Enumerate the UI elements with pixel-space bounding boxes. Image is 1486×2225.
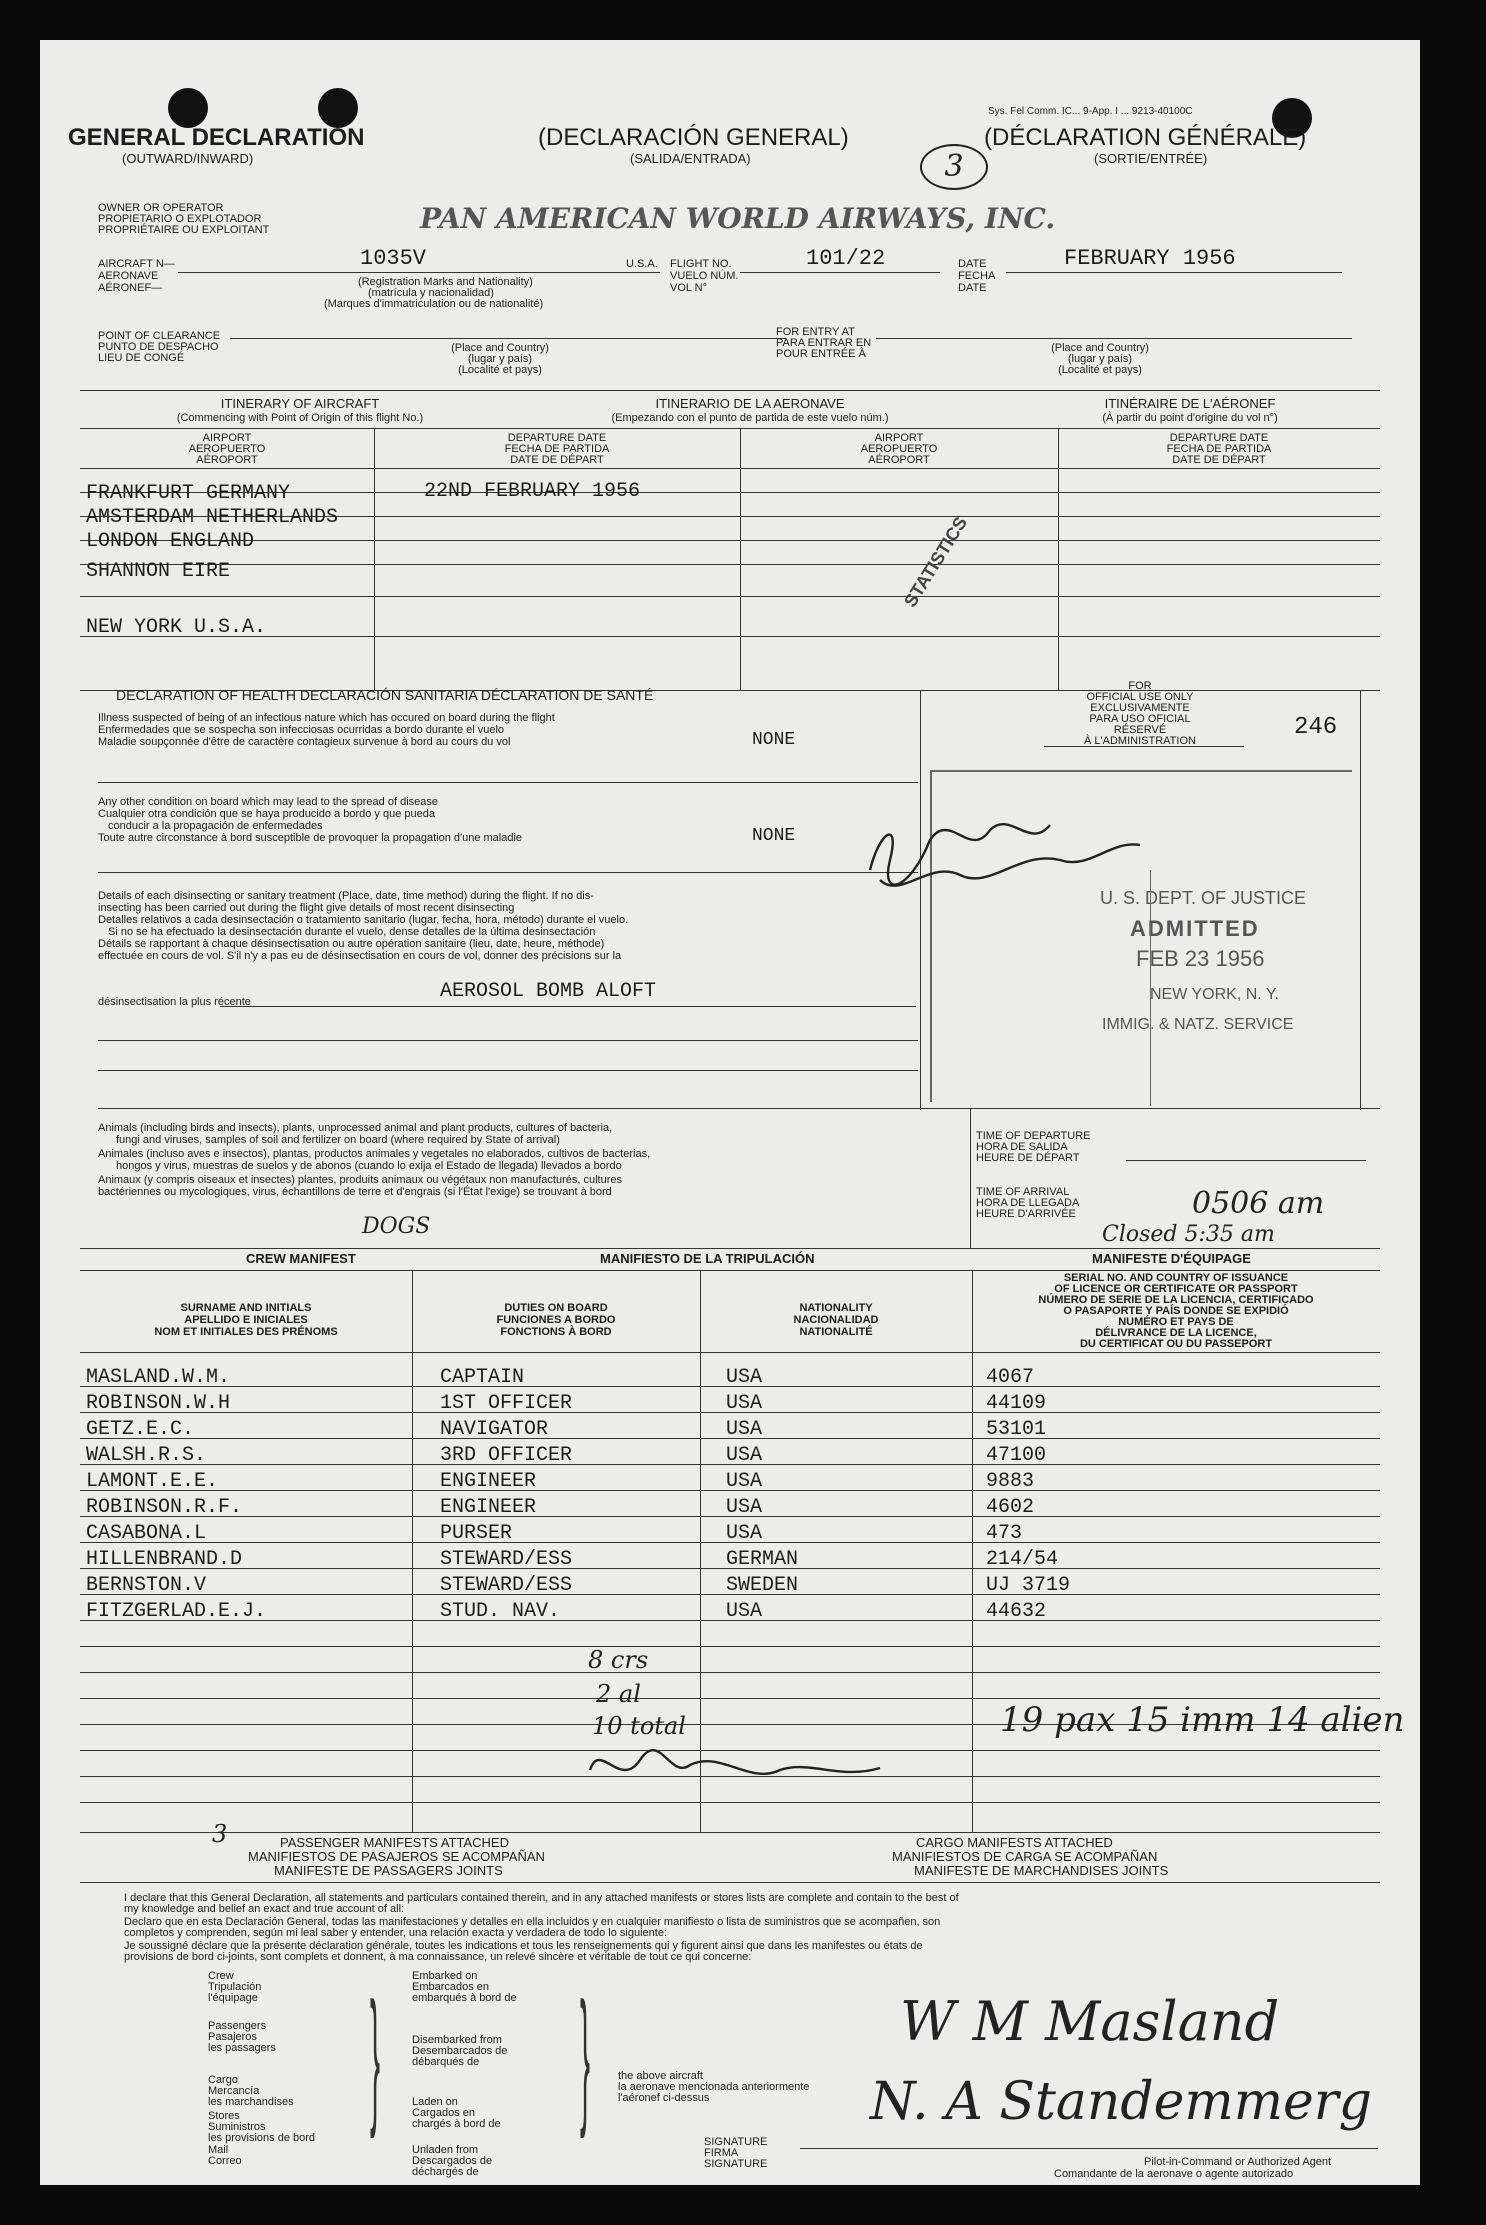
- official-label-5: RÉSERVÉ: [1113, 724, 1167, 736]
- disinsect-text-6: effectuée en cours de vol. S'il n'y a pas eu de désinsectisation en cours de vol, donner des précisions sur la: [98, 950, 622, 962]
- cargo-attached-1: CARGO MANIFESTS ATTACHED: [916, 1835, 1113, 1850]
- title-es: (DECLARACIÓN GENERAL): [538, 124, 849, 151]
- illness-text-1: Illness suspected of being of an infectious nature which has occured on board during the flight: [98, 712, 555, 724]
- agent-signature: N. A Standemmerg: [870, 2072, 1372, 2132]
- operator-label-2: PROPIETARIO O EXPLOTADOR: [98, 213, 262, 225]
- aircraft-ref-3: l'aéronef ci-dessus: [618, 2092, 710, 2104]
- animals-text-4: hongos y virus, muestras de suelos y de abonos (cuando lo exija el Estado de llegada) llevados a bordo: [116, 1160, 622, 1172]
- animals-text-1: Animals (including birds and insects), plants, unprocessed animal and plant products, cultures of bacteria,: [98, 1122, 613, 1134]
- crew-duty: ENGINEER: [440, 1470, 537, 1493]
- cat-pax-2: Pasajeros: [208, 2031, 257, 2043]
- flight-number: 101/22: [806, 246, 886, 271]
- crew-col-nat-3: NATIONALITÉ: [799, 1326, 873, 1338]
- closed-note: Closed 5:35 am: [1102, 1222, 1275, 1247]
- animals-value: DOGS: [362, 1214, 431, 1239]
- crew-lic: 44109: [986, 1392, 1047, 1415]
- disinsect-value: AEROSOL BOMB ALOFT: [440, 980, 657, 1003]
- stamp-line-5: IMMIG. & NATZ. SERVICE: [1102, 1016, 1294, 1033]
- crew-lic: 44632: [986, 1600, 1047, 1623]
- crew-lic: 53101: [986, 1418, 1047, 1441]
- cat-disembarked-2: Desembarcados de: [412, 2045, 508, 2057]
- clearance-note-2: (lugar y país): [467, 353, 533, 365]
- declaration-form: Sys. Fel Comm. IC... 9-App. I ... 9213-40100C GENERAL DECLARATION (OUTWARD/INWARD) (DECLARACIÓN GENERAL) (SALIDA/ENTRADA) (DÉCLARATION GÉNÉRALE) (SORTIE/ENTRÉE) 3 OWNER OR OPERATOR PROPIETARIO O EXPLOTADOR PROPRIÉTAIRE OU EXPLOITANT PAN AMERICAN WORLD AIRWAYS, INC. AIRCRAFT N— AERONAVE AÉRONEF— 1035V U.S.A. (Registration Marks and Nationality) (matrícula y nacionalidad) (Marques d'immatriculation ou de nationalité) FLIGHT NO. VUELO NÚM. VOL N° 101/22 DATE FECHA DATE FEBRUARY 1956 POINT OF CLEARANCE PUNTO DE DESPACHO LIEU DE CONGÉ (Place and Country) (lugar y país) (Localité et pays) FOR ENTRY AT PARA ENTRAR EN POUR ENTRÉE À (Place and Country) (lugar y país) (Localité et pays) ITINERARY OF AIRCRAFT (Commencing with Point of Origin of this flight No.) ITINERARIO DE LA AERONAVE (Empezando con el punto de partida de este vuelo núm.) ITINÉRAIRE DE L'AÉRONEF (À partir du point d'origine du vol n°) AIRPORT AEROPUERTO AÉROPORT DEPARTURE DATE FECHA DE PARTIDA DATE DE DÉPART AIRPORT AEROPUERTO AÉROPORT DEPARTURE DATE FECHA DE PARTIDA DATE DE DÉPART FRANKFURT GERMANY 22ND FEBRUARY 1956 AMSTERDAM NETHERLANDS LONDON ENGLAND SHANNON EIRE NEW YORK U.S.A. STATISTICS DECLARATION OF HEALTH DECLARACIÓN SANITARIA DÉCLARATION DE SANTÉ Illness suspected of being of an infectious nature which has occured on board during the flight Enfermedades que se sospecha son infecciosas ocurridas a bordo durante el vuelo Maladie soupçonnée d'être de caractère contagieux survenue à bord au cours du vol NONE Any other condition on board which may lead to the spread of disease Cualquier otra condición que se haya producido a bordo y que pueda conducir a la propagación de enfermedades Toute autre circonstance à bord susceptible de provoquer la propagation d'une maladie NONE Details of each disinsecting or sanitary treatment (Place, date, time method) during the flight. If no dis- insecting has been carried out during the flight give details of most recent disinsecting Detalles relativos a cada desinsectación o tratamiento sanitario (lugar, fecha, hora, método) durante el vuelo. Si no se ha efectuado la desinsectación durante el vuelo, dense detalles de la última desinsectación Détails se rapportant à chaque désinsectisation ou autre opération sanitaire (lieu, date, heure, méthode) effectuée en cours de vol. S'il n'y a pas eu de désinsectisation en cours de vol, donner des précisions sur la désinsectisation la plus récente AEROSOL BOMB ALOFT FOR OFFICIAL USE ONLY EXCLUSIVAMENTE PARA USO OFICIAL RÉSERVÉ À L'ADMINISTRATION 246 U. S. DEPT. OF JUSTICE ADMITTED FEB 23 1956 NEW YORK, N. Y. IMMIG. & NATZ. SERVICE Animals (including birds and insects), plants, unprocessed animal and plant products, cultures of bacteria, fungi and viruses, samples of soil and fertilizer on board (where required by State of arrival) Animales (incluso aves e insectos), plantas, productos animales y vegetales no elaborados, cultivos de bacterias, hongos y virus, muestras de suelos y de abonos (cuando lo exija el Estado de llegada) llevados a bordo Animaux (y compris oiseaux et insectes) plantes, produits animaux ou végétaux non manufacturés, cultures bactériennes ou mycologiques, virus, échantillons de terre et d'engrais (si l'État l'exige) se trouvant à bord DOGS TIME OF DEPARTURE HORA DE SALIDA HEURE DE DÉPART TIME OF ARRIVAL HORA DE LLEGADA HEURE D'ARRIVÉE 0506 am Closed 5:35 am CREW MANIFEST MANIFIESTO DE LA TRIPULACIÓN MANIFESTE D'ÉQUIPAGE SURNAME AND INITIALS APELLIDO E INICIALES NOM ET INITIALES DES PRÉNOMS DUTIES ON BOARD FUNCIONES A BORDO FONCTIONS À BORD NATIONALITY NACIONALIDAD NATIONALITÉ SERIAL NO. AND COUNTRY OF ISSUANCE OF LICENCE OR CERTIFICATE OR PASSPORT NÚMERO DE SERIE DE LA LICENCIA, CERTIFICADO O PASAPORTE Y PAÍS DONDE SE EXPIDIÓ NUMÉRO ET PAYS DE DÉLIVRANCE DE LA LICENCE, DU CERTIFICAT OU DU PASSEPORT MASLAND.W.M. CAPTAIN USA 4067 ROBINSON.W.H 1ST OFFICER USA 44109 GETZ.E.C. NAVIGATOR USA 53101 WALSH.R.S. 3RD OFFICER USA 47100 LAMONT.E.E. ENGINEER USA 9883 ROBINSON.R.F. ENGINEER USA 4602 CASABONA.L PURSER USA 473 HILLENBRAND.D STEWARD/ESS GERMAN 214/54 BERNSTON.V STEWARD/ESS SWEDEN UJ 3719 FITZGERLAD.E.J. STUD. NAV. USA 44632 8 crs 2 al 10 total 19 pax 15 imm 14 alien 3 PASSENGER MANIFESTS ATTACHED MANIFIESTOS DE PASAJEROS SE ACOMPAÑAN MANIFESTE DE PASSAGERS JOINTS CARGO MANIFESTS ATTACHED MANIFIESTOS DE CARGA SE ACOMPAÑAN MANIFESTE DE MARCHANDISES JOINTS I declare that this General Declaration, all statements and particulars contained therein, and in any attached manifests or stores lists are complete and contain to the best of my knowledge and belief an exact and true account of all: Declaro que en esta Declaración General, todas las manifestaciones y detalles en ella incluidos y en cualquier manifiesto o lista de suministros que se acompañen, son completos y comprenden, según mi leal saber y entender, una relación exacta y verdadera de todo lo siguiente: Je soussigné déclare que la présente déclaration générale, toutes les indications et tous les renseignements qui y figurent ainsi que dans les manifestes ou états de provisions de bord ci-joints, sont complets et donnent, à ma connaissance, un relevé sincère et véritable de tout ce qui concerne: Crew Tripulación l'équipage Passengers Pasajeros les passagers Cargo Mercancía les marchandises Stores Suministros les provisions de bord Mail Correo } Embarked on Embarcados en embarqués à bord de Disembarked from Desembarcados de débarqués de Laden on Cargados en chargés à bord de Unladen from Descargados de déchargés de } the above aircraft la aeronave mencionada anteriormente l'aéronef ci-dessus W M Masland N. A Standemmerg SIGNATURE FIRMA SIGNATURE Pilot-in-Command or Authorized Agent Comandante de la aeronave o agente autorizado: [40, 40, 1420, 2185]
- itin-col-airport-2: AEROPUERTO: [188, 443, 266, 455]
- disinsect-text-1: Details of each disinsecting or sanitary treatment (Place, date, time method) during the flight. If no dis-: [98, 890, 594, 902]
- other-text-2: Cualquier otra condición que se haya producido a bordo y que pueda: [98, 808, 435, 820]
- clearance-note-3: (Localité et pays): [458, 364, 542, 376]
- cat-disembarked-3: débarqués de: [412, 2056, 480, 2068]
- crew-duty: STUD. NAV.: [440, 1600, 561, 1623]
- cargo-attached-2: MANIFIESTOS DE CARGA SE ACOMPAÑAN: [892, 1849, 1158, 1864]
- crew-lic: 47100: [986, 1444, 1047, 1467]
- official-label-3: EXCLUSIVAMENTE: [1090, 702, 1190, 714]
- disinsect-text-5: Détails se rapportant à chaque désinsectisation ou autre opération sanitaire (lieu, date, heure, méthode): [98, 938, 605, 950]
- cat-pax-3: les passagers: [208, 2042, 276, 2054]
- pax-note: 19 pax 15 imm 14 alien: [1000, 1700, 1405, 1740]
- operator-label-3: PROPRIÉTAIRE OU EXPLOITANT: [98, 224, 270, 236]
- itin-h-en-2: (Commencing with Point of Origin of this flight No.): [176, 412, 424, 424]
- declaration-6: provisions de bord ci-joints, sont complets et donnent, à ma connaissance, un relevé sincère et véritable de tout ce qui concerne:: [124, 1951, 752, 1963]
- cargo-attached-3: MANIFESTE DE MARCHANDISES JOINTS: [914, 1863, 1169, 1878]
- crew-col-name-2: APELLIDO E INICIALES: [184, 1314, 308, 1326]
- passenger-attached-2: MANIFIESTOS DE PASAJEROS SE ACOMPAÑAN: [248, 1849, 545, 1864]
- itin-col-airport2-1: AIRPORT: [874, 432, 924, 444]
- title-en: GENERAL DECLARATION: [68, 124, 365, 151]
- crew-duty: ENGINEER: [440, 1496, 537, 1519]
- animals-text-5: Animaux (y compris oiseaux et insectes) plantes, produits animaux ou végétaux non manufacturés, cultures: [98, 1174, 622, 1186]
- hand-note-crew: 8 crs: [588, 1646, 649, 1674]
- crew-duty: STEWARD/ESS: [440, 1574, 573, 1597]
- passenger-attached-1: PASSENGER MANIFESTS ATTACHED: [280, 1835, 509, 1850]
- flight-label-3: VOL N°: [670, 282, 708, 294]
- aircraft-label-3: AÉRONEF—: [98, 282, 163, 294]
- crew-duty: NAVIGATOR: [440, 1418, 549, 1441]
- crew-col-nat-2: NACIONALIDAD: [793, 1314, 879, 1326]
- crew-col-duties-1: DUTIES ON BOARD: [504, 1302, 608, 1314]
- crew-duty: CAPTAIN: [440, 1366, 525, 1389]
- pilot-label-2: Comandante de la aeronave o agente autorizado: [1054, 2168, 1294, 2180]
- crew-title-en: CREW MANIFEST: [246, 1251, 356, 1266]
- official-label-2: OFFICIAL USE ONLY: [1086, 691, 1194, 703]
- aircraft-country: U.S.A.: [626, 258, 658, 270]
- crew-name: HILLENBRAND.D: [86, 1548, 243, 1571]
- entry-label-2: PARA ENTRAR EN: [776, 337, 872, 349]
- flight-label-2: VUELO NÚM.: [670, 270, 739, 282]
- hand-note-al: 2 al: [596, 1680, 641, 1708]
- itin-airport-2: AMSTERDAM NETHERLANDS: [86, 506, 339, 529]
- arrival-label-3: HEURE D'ARRIVÉE: [976, 1208, 1076, 1220]
- operator-label-1: OWNER OR OPERATOR: [98, 202, 224, 214]
- crew-duty: STEWARD/ESS: [440, 1548, 573, 1571]
- itin-col-airport-1: AIRPORT: [202, 432, 252, 444]
- crew-col-lic-2: OF LICENCE OR CERTIFICATE OR PASSPORT: [1054, 1283, 1298, 1295]
- captain-signature: W M Masland: [900, 1990, 1280, 2053]
- direction-es: (SALIDA/ENTRADA): [630, 151, 751, 166]
- crew-duty: 3RD OFFICER: [440, 1444, 573, 1467]
- aircraft-ref-2: la aeronave mencionada anteriormente: [618, 2081, 810, 2093]
- cat-mail-1: Mail: [208, 2144, 229, 2156]
- entry-note-3: (Localité et pays): [1058, 364, 1142, 376]
- cat-stores-2: Suministros: [208, 2121, 266, 2133]
- direction-en: (OUTWARD/INWARD): [122, 151, 254, 166]
- crew-name: ROBINSON.R.F.: [86, 1496, 243, 1519]
- itin-col-date-3: DATE DE DÉPART: [510, 454, 604, 466]
- signature-label-1: SIGNATURE: [704, 2136, 768, 2148]
- declaration-4: completos y comprenden, según mi leal saber y entender, una relación exacta y verdadera de todo lo siguiente:: [124, 1927, 667, 1939]
- itin-col-date2-2: FECHA DE PARTIDA: [1166, 443, 1272, 455]
- crew-duty: 1ST OFFICER: [440, 1392, 573, 1415]
- cat-cargo-3: les marchandises: [208, 2096, 294, 2108]
- cat-embarked-3: embarqués à bord de: [412, 1992, 517, 2004]
- crew-nat: USA: [726, 1418, 763, 1441]
- crew-name: CASABONA.L: [86, 1522, 207, 1545]
- itin-col-airport2-2: AEROPUERTO: [860, 443, 938, 455]
- crew-nat: USA: [726, 1392, 763, 1415]
- animals-text-6: bactériennes ou mycologiques, virus, échantillons de terre et d'engrais (si l'État l'exige) se trouvant à bord: [98, 1186, 612, 1198]
- cat-cargo-1: Cargo: [208, 2074, 238, 2086]
- other-value: NONE: [752, 826, 796, 846]
- reg-note-1: (Registration Marks and Nationality): [358, 276, 533, 288]
- clearance-label-2: PUNTO DE DESPACHO: [98, 341, 219, 353]
- crew-lic: 214/54: [986, 1548, 1059, 1571]
- pilot-label-1: Pilot-in-Command or Authorized Agent: [1144, 2156, 1332, 2168]
- cat-disembarked-1: Disembarked from: [412, 2034, 502, 2046]
- other-text-3: conducir a la propagación de enfermedades: [108, 820, 323, 832]
- itin-col-date2-3: DATE DE DÉPART: [1172, 454, 1266, 466]
- declaration-2: my knowledge and belief an exact and true account of all:: [124, 1903, 405, 1915]
- cat-crew-1: Crew: [208, 1970, 234, 1982]
- cat-mail-2: Correo: [208, 2155, 242, 2167]
- arrival-label-2: HORA DE LLEGADA: [976, 1197, 1080, 1209]
- crew-title-fr: MANIFESTE D'ÉQUIPAGE: [1092, 1251, 1251, 1266]
- animals-text-2: fungi and viruses, samples of soil and fertilizer on board (where required by State of arrival): [116, 1134, 560, 1146]
- disinsect-text-7: désinsectisation la plus récente: [98, 996, 251, 1008]
- crew-col-lic-6: DÉLIVRANCE DE LA LICENCE,: [1095, 1327, 1257, 1339]
- crew-nat: GERMAN: [726, 1548, 799, 1571]
- crew-nat: USA: [726, 1600, 763, 1623]
- crew-name: MASLAND.W.M.: [86, 1366, 231, 1389]
- entry-note-1: (Place and Country): [1051, 342, 1149, 354]
- cat-unladen-1: Unladen from: [412, 2144, 479, 2156]
- itin-airport-4: SHANNON EIRE: [86, 560, 231, 583]
- crew-col-lic-7: DU CERTIFICAT OU DU PASSEPORT: [1079, 1338, 1273, 1350]
- arrival-label-1: TIME OF ARRIVAL: [976, 1186, 1070, 1198]
- illness-text-3: Maladie soupçonnée d'être de caractère contagieux survenue à bord au cours du vol: [98, 736, 511, 748]
- operator-name: PAN AMERICAN WORLD AIRWAYS, INC.: [420, 202, 1056, 235]
- hand-note-total: 10 total: [592, 1712, 686, 1740]
- cat-unladen-2: Descargados de: [412, 2155, 493, 2167]
- crew-col-lic-1: SERIAL NO. AND COUNTRY OF ISSUANCE: [1063, 1272, 1289, 1284]
- crew-col-name-1: SURNAME AND INITIALS: [180, 1302, 312, 1314]
- itin-airport-3: LONDON ENGLAND: [86, 530, 255, 553]
- crew-name: ROBINSON.W.H: [86, 1392, 231, 1415]
- itin-col-date-2: FECHA DE PARTIDA: [504, 443, 610, 455]
- crew-name: WALSH.R.S.: [86, 1444, 207, 1467]
- form-code: Sys. Fel Comm. IC... 9-App. I ... 9213-40100C: [988, 106, 1193, 117]
- crew-col-duties-2: FUNCIONES A BORDO: [496, 1314, 616, 1326]
- crew-lic: 473: [986, 1522, 1023, 1545]
- entry-note-2: (lugar y país): [1067, 353, 1133, 365]
- departure-label-2: HORA DE SALIDA: [976, 1141, 1068, 1153]
- inspector-signature: [840, 800, 1160, 910]
- official-label-1: FOR: [1128, 680, 1152, 692]
- cat-cargo-2: Mercancía: [208, 2085, 260, 2097]
- crew-lic: 9883: [986, 1470, 1035, 1493]
- reg-note-3: (Marques d'immatriculation ou de nationalité): [324, 298, 544, 310]
- aircraft-reg: 1035V: [360, 246, 427, 271]
- clearance-label-3: LIEU DE CONGÉ: [98, 352, 185, 364]
- date-label-3: DATE: [958, 282, 987, 294]
- departure-label-3: HEURE DE DÉPART: [976, 1152, 1080, 1164]
- declaration-1: I declare that this General Declaration, all statements and particulars contained therein, and in any attached manifests or stores lists are complete and contain to the best of: [124, 1892, 959, 1904]
- crew-duty: PURSER: [440, 1522, 513, 1545]
- itin-h-fr-2: (À partir du point d'origine du vol n°): [1102, 412, 1278, 424]
- crew-name: FITZGERLAD.E.J.: [86, 1600, 267, 1623]
- itin-col-date2-1: DEPARTURE DATE: [1169, 432, 1269, 444]
- crew-nat: USA: [726, 1444, 763, 1467]
- aircraft-label-2: AERONAVE: [98, 270, 159, 282]
- itin-h-en-1: ITINERARY OF AIRCRAFT: [220, 396, 380, 411]
- itin-col-airport2-3: AÉROPORT: [868, 454, 930, 466]
- date-label-2: FECHA: [958, 270, 996, 282]
- title-fr: (DÉCLARATION GÉNÉRALE): [984, 124, 1307, 151]
- clearance-note-1: (Place and Country): [451, 342, 549, 354]
- aircraft-ref-1: the above aircraft: [618, 2070, 703, 2082]
- punch-hole: [168, 88, 208, 128]
- cat-stores-3: les provisions de bord: [208, 2132, 316, 2144]
- reg-note-2: (matrícula y nacionalidad): [368, 287, 494, 299]
- crew-title-es: MANIFIESTO DE LA TRIPULACIÓN: [600, 1251, 815, 1266]
- cat-embarked-2: Embarcados en: [412, 1981, 490, 1993]
- punch-hole: [318, 88, 358, 128]
- direction-fr: (SORTIE/ENTRÉE): [1094, 151, 1208, 166]
- crew-lic: 4602: [986, 1496, 1035, 1519]
- itin-date-1: 22ND FEBRUARY 1956: [424, 480, 641, 503]
- cat-crew-3: l'équipage: [208, 1992, 258, 2004]
- cat-unladen-3: déchargés de: [412, 2166, 479, 2178]
- stamp-line-3: FEB 23 1956: [1136, 946, 1265, 971]
- illness-value: NONE: [752, 730, 796, 750]
- departure-label-1: TIME OF DEPARTURE: [976, 1130, 1091, 1142]
- itin-h-es-2: (Empezando con el punto de partida de este vuelo núm.): [611, 412, 889, 424]
- official-number: 246: [1294, 714, 1338, 741]
- disinsect-text-3: Detalles relativos a cada desinsectación o tratamiento sanitario (lugar, fecha, hora, método) durante el vuelo.: [98, 914, 629, 926]
- cat-crew-2: Tripulación: [208, 1981, 262, 1993]
- itin-col-airport-3: AÉROPORT: [196, 454, 258, 466]
- crew-lic: 4067: [986, 1366, 1035, 1389]
- itin-h-fr-1: ITINÉRAIRE DE L'AÉRONEF: [1104, 396, 1276, 411]
- crew-col-duties-3: FONCTIONS À BORD: [500, 1326, 612, 1338]
- declaration-3: Declaro que en esta Declaración General, todas las manifestaciones y detalles en ella incluidos y en cualquier manifiesto o lista de suministros que se acompañen, son: [124, 1916, 941, 1928]
- crew-col-lic-5: NUMÉRO ET PAYS DE: [1118, 1316, 1234, 1328]
- crew-nat: USA: [726, 1522, 763, 1545]
- official-label-6: À L'ADMINISTRATION: [1084, 735, 1196, 747]
- stamp-line-4: NEW YORK, N. Y.: [1150, 986, 1279, 1003]
- crew-name: LAMONT.E.E.: [86, 1470, 219, 1493]
- itin-airport-1: FRANKFURT GERMANY: [86, 482, 291, 505]
- cat-laden-2: Cargados en: [412, 2107, 475, 2119]
- official-label-4: PARA USO OFICIAL: [1089, 713, 1191, 725]
- crew-col-name-3: NOM ET INITIALES DES PRÉNOMS: [154, 1326, 338, 1338]
- clearance-label-1: POINT OF CLEARANCE: [98, 330, 221, 342]
- stamp-line-2: ADMITTED: [1130, 916, 1260, 941]
- aircraft-label-1: AIRCRAFT N—: [98, 258, 175, 270]
- flight-label-1: FLIGHT NO.: [670, 258, 732, 270]
- health-title: DECLARATION OF HEALTH DECLARACIÓN SANITARIA DÉCLARATION DE SANTÉ: [116, 687, 654, 703]
- cat-pax-1: Passengers: [208, 2020, 267, 2032]
- crew-nat: USA: [726, 1366, 763, 1389]
- cat-laden-3: chargés à bord de: [412, 2118, 501, 2130]
- passenger-attached-3: MANIFESTE DE PASSAGERS JOINTS: [274, 1863, 503, 1878]
- other-text-1: Any other condition on board which may lead to the spread of disease: [98, 796, 438, 808]
- crew-nat: USA: [726, 1470, 763, 1493]
- arrival-value: 0506 am: [1192, 1186, 1325, 1221]
- crew-col-nat-1: NATIONALITY: [799, 1302, 873, 1314]
- initials-signature: [580, 1730, 900, 1800]
- crew-lic: UJ 3719: [986, 1574, 1071, 1597]
- entry-label-3: POUR ENTRÉE À: [776, 348, 866, 360]
- crew-col-lic-4: O PASAPORTE Y PAÍS DONDE SE EXPIDIÓ: [1063, 1305, 1289, 1317]
- itin-h-es-1: ITINERARIO DE LA AERONAVE: [655, 396, 845, 411]
- stamp-line-1: U. S. DEPT. OF JUSTICE: [1100, 888, 1307, 908]
- crew-col-lic-3: NÚMERO DE SERIE DE LA LICENCIA, CERTIFICADO: [1038, 1294, 1314, 1306]
- statistics-stamp: STATISTICS: [900, 513, 972, 611]
- illness-text-2: Enfermedades que se sospecha son infecciosas ocurridas a bordo durante el vuelo: [98, 724, 505, 736]
- flight-date: FEBRUARY 1956: [1064, 246, 1236, 271]
- date-label-1: DATE: [958, 258, 987, 270]
- signature-label-3: SIGNATURE: [704, 2158, 768, 2170]
- cat-laden-1: Laden on: [412, 2096, 458, 2108]
- other-text-4: Toute autre circonstance à bord susceptible de provoquer la propagation d'une maladie: [98, 832, 523, 844]
- itin-airport-5: NEW YORK U.S.A.: [86, 616, 267, 639]
- cat-stores-1: Stores: [208, 2110, 240, 2122]
- passenger-count: 3: [212, 1820, 228, 1848]
- animals-text-3: Animales (incluso aves e insectos), plantas, productos animales y vegetales no elaborados, cultivos de bacterias,: [98, 1148, 651, 1160]
- declaration-5: Je soussigné déclare que la présente déclaration générale, toutes les indications et tous les renseignements qui y figurent ainsi que dans les manifestes ou états de: [124, 1940, 923, 1952]
- crew-nat: SWEDEN: [726, 1574, 799, 1597]
- entry-label-1: FOR ENTRY AT: [776, 326, 855, 338]
- disinsect-text-4: Si no se ha efectuado la desinsectación durante el vuelo, dense detalles de la última desinsectación: [108, 926, 596, 938]
- itin-col-date-1: DEPARTURE DATE: [507, 432, 607, 444]
- cat-embarked-1: Embarked on: [412, 1970, 478, 1982]
- crew-name: GETZ.E.C.: [86, 1418, 195, 1441]
- crew-name: BERNSTON.V: [86, 1574, 207, 1597]
- circled-number: 3: [920, 144, 988, 190]
- disinsect-text-2: insecting has been carried out during the flight give details of most recent disinsecting: [98, 902, 515, 914]
- crew-nat: USA: [726, 1496, 763, 1519]
- signature-label-2: FIRMA: [704, 2147, 739, 2159]
